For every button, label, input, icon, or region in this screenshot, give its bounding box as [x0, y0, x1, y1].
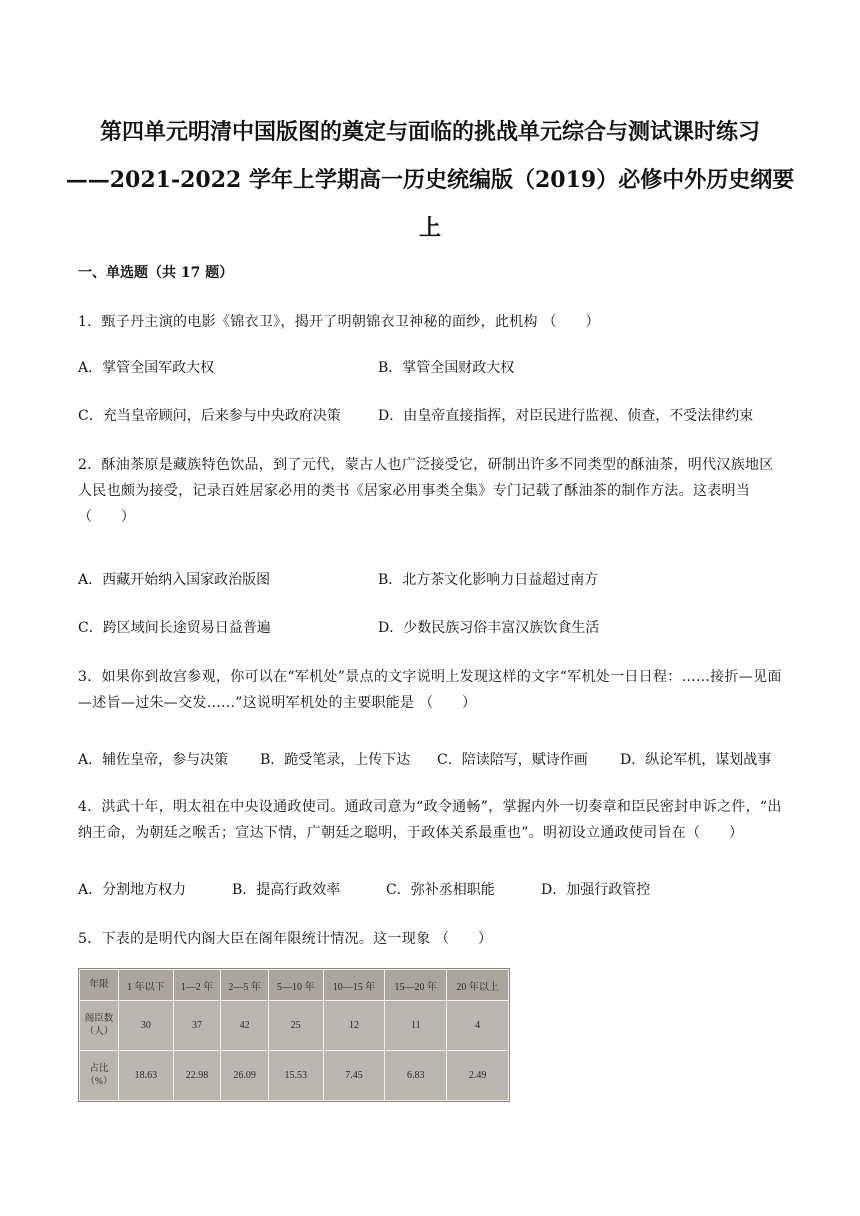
table-row	[80, 1001, 509, 1051]
question-5-stem: 5．下表的是明代内阁大臣在阁年限统计情况。这一现象 （ ）	[78, 931, 493, 947]
table-cell: 2.49	[447, 1051, 509, 1101]
question-4-option-b[interactable]: B．提高行政效率	[232, 882, 341, 898]
table-cell: 42	[221, 1001, 269, 1051]
table-header-cell: 1—2 年	[173, 970, 221, 1001]
table-header-cell: 10—15 年	[323, 970, 385, 1001]
table-row-label: 占比（%）	[80, 1051, 119, 1101]
table-cell: 30	[119, 1001, 174, 1051]
table-cell: 18.63	[119, 1051, 174, 1101]
question-2-option-b[interactable]: B．北方茶文化影响力日益超过南方	[378, 572, 599, 588]
question-1-stem: 1．甄子丹主演的电影《锦衣卫》，揭开了明朝锦衣卫神秘的面纱，此机构 （ ）	[78, 314, 600, 330]
table-cell: 15.53	[268, 1051, 323, 1101]
question-1-option-b[interactable]: B．掌管全国财政大权	[378, 360, 515, 376]
question-1-option-a[interactable]: A．掌管全国军政大权	[78, 360, 215, 376]
question-1-option-d[interactable]: D．由皇帝直接指挥，对臣民进行监视、侦查，不受法律约束	[378, 408, 754, 424]
question-4-stem: 4．洪武十年，明太祖在中央设通政使司。通政司意为“政令通畅”，掌握内外一切奏章和臣民密封申诉之件，“出纳王命，为朝廷之喉舌；宣达下情，广朝廷之聪明，于政体关系最重也”。明初设立通政使司旨在（ ）	[78, 799, 782, 841]
table-cell: 6.83	[385, 1051, 447, 1101]
table-cell: 4	[447, 1001, 509, 1051]
table-header-cell: 20 年以上	[447, 970, 509, 1001]
title-line-2: ——2021-2022 学年上学期高一历史统编版（2019）必修中外历史纲要	[65, 167, 795, 193]
table-header-cell: 2—5 年	[221, 970, 269, 1001]
title-line-3: 上	[418, 215, 441, 241]
question-1-option-c[interactable]: C．充当皇帝顾问，后来参与中央政府决策	[78, 408, 341, 424]
table-cell: 22.98	[173, 1051, 221, 1101]
cabinet-tenure-table-photo	[78, 968, 510, 1102]
question-4-option-a[interactable]: A．分割地方权力	[78, 882, 187, 898]
question-3-option-d[interactable]: D．纵论军机，谋划战事	[620, 752, 772, 768]
question-3-option-b[interactable]: B．跪受笔录，上传下达	[260, 752, 411, 768]
question-4-option-c[interactable]: C．弥补丞相职能	[386, 882, 495, 898]
cabinet-tenure-table	[79, 969, 509, 1101]
table-header-cell: 1 年以下	[119, 970, 174, 1001]
question-2-option-a[interactable]: A．西藏开始纳入国家政治版图	[78, 572, 271, 588]
table-row	[80, 1051, 509, 1101]
question-4-option-d[interactable]: D．加强行政管控	[541, 882, 651, 898]
question-2-option-d[interactable]: D．少数民族习俗丰富汉族饮食生活	[378, 620, 600, 636]
question-3-option-c[interactable]: C．陪读陪写，赋诗作画	[437, 752, 588, 768]
title-line-1: 第四单元明清中国版图的奠定与面临的挑战单元综合与测试课时练习	[99, 119, 760, 145]
table-cell: 26.09	[221, 1051, 269, 1101]
table-cell: 11	[385, 1001, 447, 1051]
table-header-cell: 年限	[80, 970, 119, 1001]
question-3-option-a[interactable]: A．辅佐皇帝，参与决策	[78, 752, 229, 768]
question-3-stem: 3．如果你到故宫参观，你可以在“军机处”景点的文字说明上发现这样的文字“军机处一日日程：……接折—见面—述旨—过朱—交发……”这说明军机处的主要职能是 （ ）	[78, 669, 782, 711]
table-cell: 12	[323, 1001, 385, 1051]
table-cell: 25	[268, 1001, 323, 1051]
page-title	[60, 108, 800, 252]
table-cell: 7.45	[323, 1051, 385, 1101]
table-header-cell: 5—10 年	[268, 970, 323, 1001]
section-heading: 一、单选题（共 17 题）	[78, 265, 234, 281]
table-header-row	[80, 970, 509, 1001]
question-2-stem: 2．酥油茶原是藏族特色饮品，到了元代，蒙古人也广泛接受它，研制出许多不同类型的酥油茶，明代汉族地区人民也颇为接受，记录百姓居家必用的类书《居家必用事类全集》专门记载了酥油茶的制作方法。这表明当 （ ）	[78, 457, 774, 525]
table-header-cell: 15—20 年	[385, 970, 447, 1001]
table-row-label: 阁臣数（人）	[80, 1001, 119, 1051]
table-cell: 37	[173, 1001, 221, 1051]
question-2-option-c[interactable]: C．跨区域间长途贸易日益普遍	[78, 620, 271, 636]
